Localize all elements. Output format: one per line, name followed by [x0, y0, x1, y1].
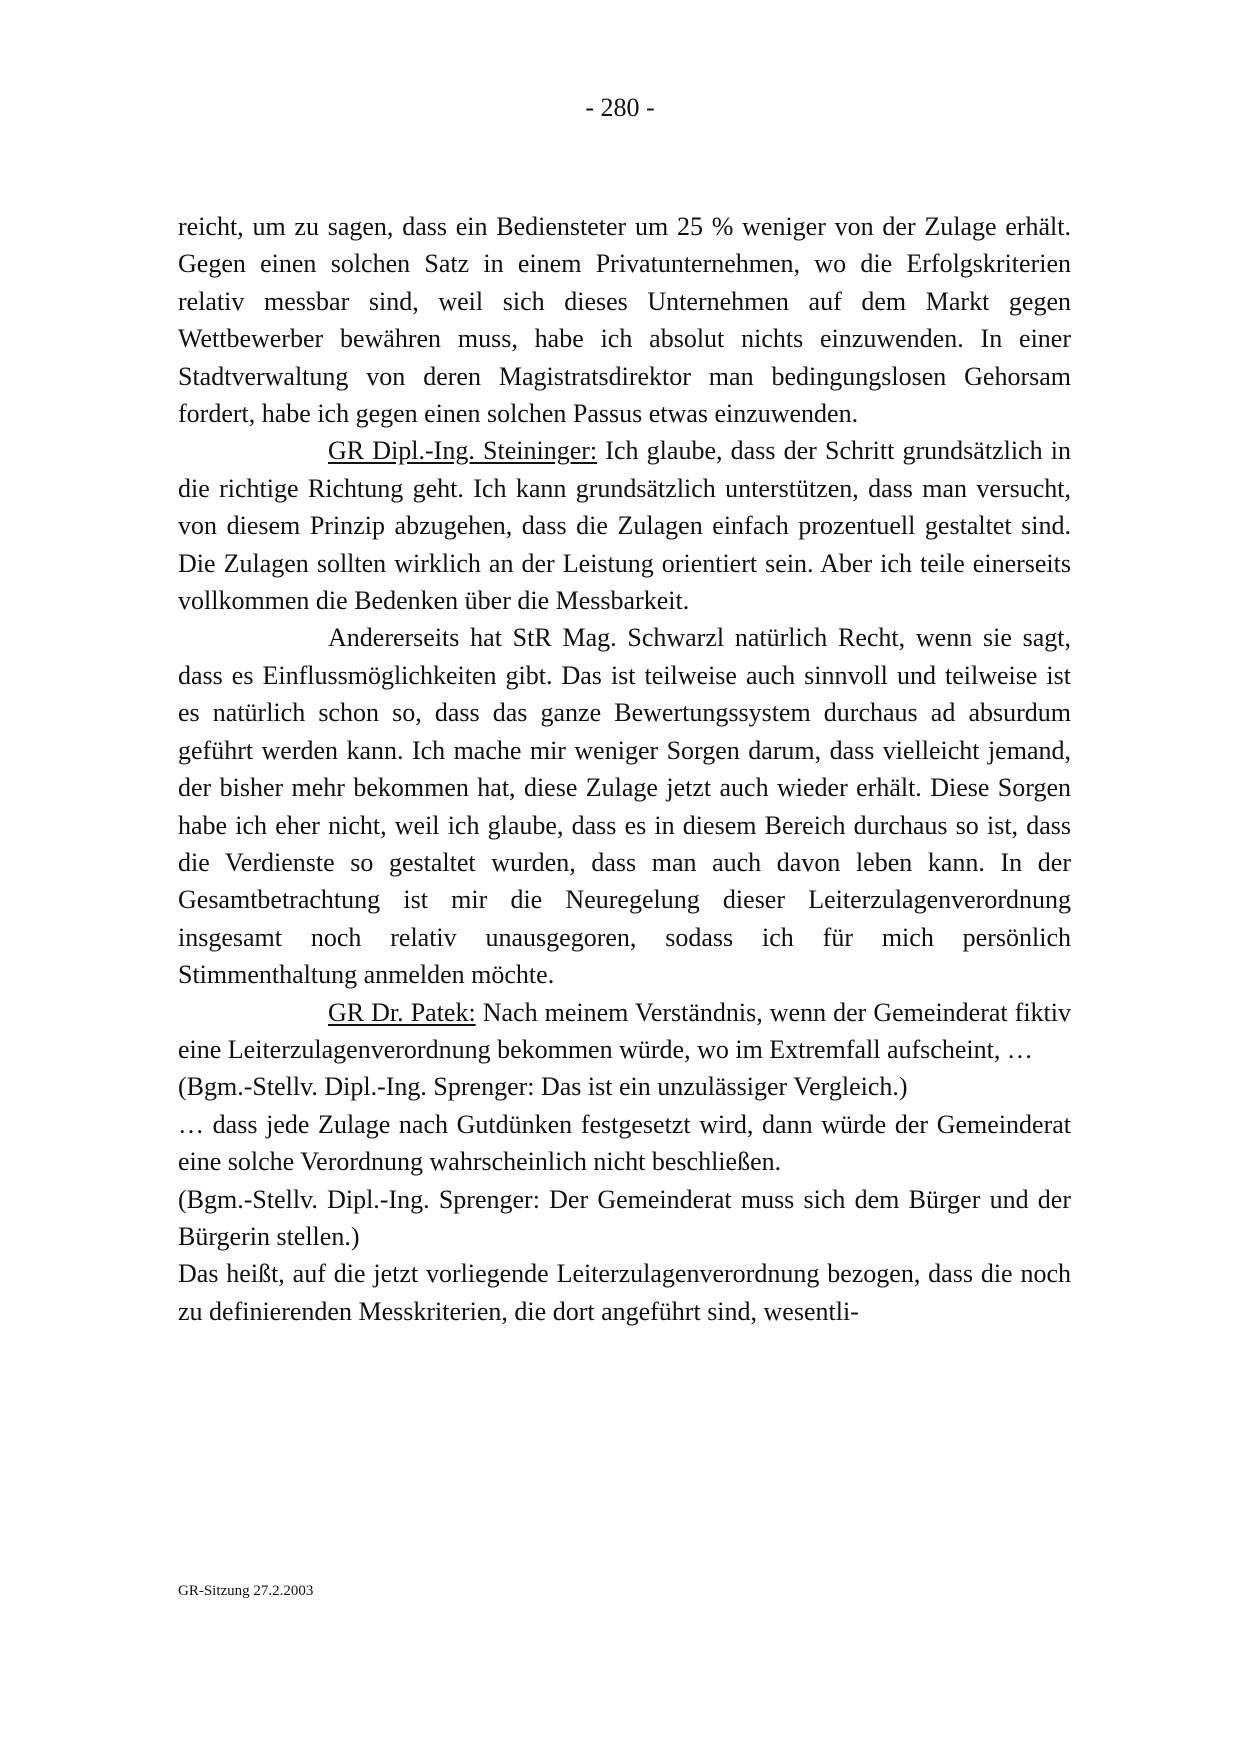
page-number: - 280 - [585, 93, 655, 122]
paragraph-4 [178, 994, 1071, 1069]
interjection-2: (Bgm.-Stellv. Dipl.-Ing. Sprenger: Der Gemeinderat muss sich dem Bürger und der Bürgerin stellen.) [178, 1184, 1071, 1251]
paragraph-2-text: Ich glaube, dass der Schritt grundsätzlich in die richtige Richtung geht. Ich kann grundsätzlich unterstützen, dass man versucht, von diesem Prinzip abzugehen, dass die Zulagen einfach prozentuell gestaltet sind. Die Zulagen sollten wirklich an der Leistung orientiert sein. Aber ich teile einerseits vollkommen die Bedenken über die Messbarkeit. [178, 436, 1071, 616]
paragraph-4-text: Nach meinem Verständnis, wenn der Gemeinderat fiktiv eine Leiterzulagenverordnung bekommen würde, wo im Extremfall aufscheint, … [178, 997, 1071, 1064]
paragraph-8: Das heißt, auf die jetzt vorliegende Leiterzulagenverordnung bezogen, dass die noch zu definierenden Messkriterien, die dort angeführt sind, wesentli- [178, 1259, 1071, 1326]
document-body [178, 208, 1071, 1330]
speaker-steininger: GR Dipl.-Ing. Steininger: [328, 436, 598, 466]
paragraph-6: … dass jede Zulage nach Gutdünken festgesetzt wird, dann würde der Gemeinderat eine solche Verordnung wahrscheinlich nicht beschließen. [178, 1109, 1071, 1177]
paragraph-2 [178, 432, 1071, 619]
paragraph-1: reicht, um zu sagen, dass ein Bediensteter um 25 % weniger von der Zulage erhält. Gegen einen solchen Satz in einem Privatunternehmen, wo die Erfolgskriterien relativ messbar sind, weil sich dieses Unternehmen auf dem Markt gegen Wettbewerber bewähren muss, habe ich absolut nichts einzuwenden. In einer Stadtverwaltung von deren Magistratsdirektor man bedingungslosen Gehorsam fordert, habe ich gegen einen solchen Passus etwas einzuwenden. [178, 212, 1071, 429]
footer-session-label: GR-Sitzung 27.2.2003 [178, 1583, 314, 1599]
speaker-patek: GR Dr. Patek: [328, 997, 476, 1027]
paragraph-3: Andererseits hat StR Mag. Schwarzl natürlich Recht, wenn sie sagt, dass es Einflussmöglichkeiten gibt. Das ist teilweise auch sinnvoll und teilweise ist es natürlich schon so, dass das ganze Bewertungssystem durchaus ad absurdum geführt werden kann. Ich mache mir weniger Sorgen darum, dass vielleicht jemand, der bisher mehr bekommen hat, diese Zulage jetzt auch wieder erhält. Diese Sorgen habe ich eher nicht, weil ich glaube, dass es in diesem Bereich durchaus so ist, dass die Verdienste so gestaltet wurden, dass man auch davon leben kann. In der Gesamtbetrachtung ist mir die Neuregelung dieser Leiterzulagenverordnung insgesamt noch relativ unausgegoren, sodass ich für mich persönlich Stimmenthaltung anmelden möchte. [178, 623, 1071, 990]
interjection-1: (Bgm.-Stellv. Dipl.-Ing. Sprenger: Das ist ein unzulässiger Vergleich.) [178, 1072, 908, 1102]
